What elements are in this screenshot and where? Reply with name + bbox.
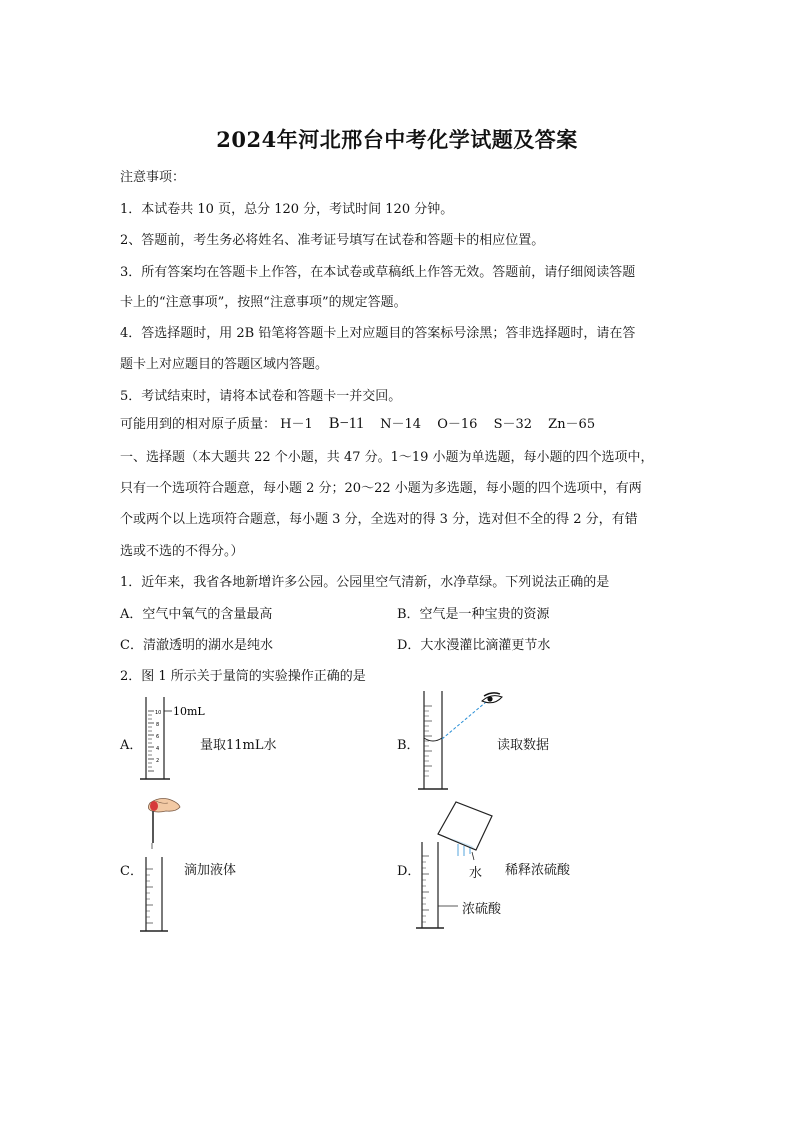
figure-a-cylinder	[140, 695, 206, 785]
atomic-masses-label: 可能用到的相对原子质量：	[120, 417, 277, 432]
notice-item: 4．答选择题时，用 2B 铅笔将答题卡上对应题目的答案标号涂黑；答非选择题时，请在答	[120, 326, 636, 341]
eye-icon	[482, 693, 502, 703]
figure-c-caption: 滴加液体	[184, 863, 237, 878]
figure-c-letter: C．	[120, 864, 143, 879]
notice-item: 1．本试卷共 10 页，总分 120 分，考试时间 120 分钟。	[120, 202, 454, 217]
question-1-stem: 1．近年来，我省各地新增许多公园。公园里空气清新，水净草绿。下列说法正确的是	[120, 575, 610, 590]
figure-d-water-label: 水	[469, 866, 483, 881]
notice-heading: 注意事项：	[120, 170, 186, 185]
figure-a-tick-label: 2	[156, 758, 160, 764]
figure-b-caption: 读取数据	[497, 738, 550, 753]
notice-item: 5．考试结束时，请将本试卷和答题卡一并交回。	[120, 389, 402, 404]
question-2-stem: 2．图 1 所示关于量筒的实验操作正确的是	[120, 669, 366, 684]
figure-d-caption: 稀释浓硫酸	[505, 863, 571, 878]
figure-a-tick-label: 8	[156, 722, 160, 728]
atomic-mass-value: B−11	[328, 415, 365, 432]
figure-a-tick-label: 10	[155, 710, 162, 716]
figure-d-acid-label: 浓硫酸	[462, 902, 502, 917]
atomic-mass-value: N－14	[380, 417, 422, 432]
beaker-icon	[438, 802, 492, 850]
question-1-option-b: B．空气是一种宝贵的资源	[397, 607, 550, 622]
notice-item: 题卡上对应题目的答题区域内答题。	[120, 357, 329, 372]
question-1-option-a: A．空气中氧气的含量最高	[120, 607, 273, 622]
figure-a-tick-label: 4	[156, 746, 160, 752]
atomic-masses	[120, 413, 607, 433]
notice-item: 2、答题前，考生务必将姓名、准考证号填写在试卷和答题卡的相应位置。	[120, 233, 545, 248]
figure-c-cylinder-dropper	[136, 795, 186, 935]
atomic-mass-value: Zn－65	[548, 417, 596, 432]
figure-a-tick-label: 6	[156, 734, 160, 740]
question-1-option-c: C．清澈透明的湖水是纯水	[120, 638, 273, 653]
page-title: 2024年河北邢台中考化学试题及答案	[216, 127, 578, 152]
question-1-option-d: D．大水漫灌比滴灌更节水	[397, 638, 551, 653]
section-instructions: 只有一个选项符合题意，每小题 2 分；20～22 小题为多选题，每小题的四个选项中，有两	[120, 481, 642, 496]
section-instructions: 一、选择题（本大题共 22 个小题，共 47 分。1～19 小题为单选题，每小题的四个选项中，	[120, 450, 654, 465]
figure-a-mark-label: 10mL	[173, 705, 205, 718]
atomic-mass-value: O－16	[437, 417, 478, 432]
figure-d-letter: D．	[397, 864, 421, 879]
atomic-mass-value: H－1	[280, 417, 313, 432]
section-instructions: 选或不选的不得分。）	[120, 544, 244, 559]
figure-a-caption: 量取11mL水	[200, 738, 277, 753]
atomic-mass-value: S－32	[493, 417, 533, 432]
notice-item: 卡上的“注意事项”，按照“注意事项”的规定答题。	[120, 295, 407, 310]
section-instructions: 个或两个以上选项符合题意，每小题 3 分，全选对的得 3 分，选对但不全的得 2 分，有错	[120, 512, 638, 527]
figure-b-letter: B．	[397, 738, 420, 753]
figure-a-letter: A．	[120, 738, 143, 753]
notice-item: 3．所有答案均在答题卡上作答，在本试卷或草稿纸上作答无效。答题前，请仔细阅读答题	[120, 265, 636, 280]
